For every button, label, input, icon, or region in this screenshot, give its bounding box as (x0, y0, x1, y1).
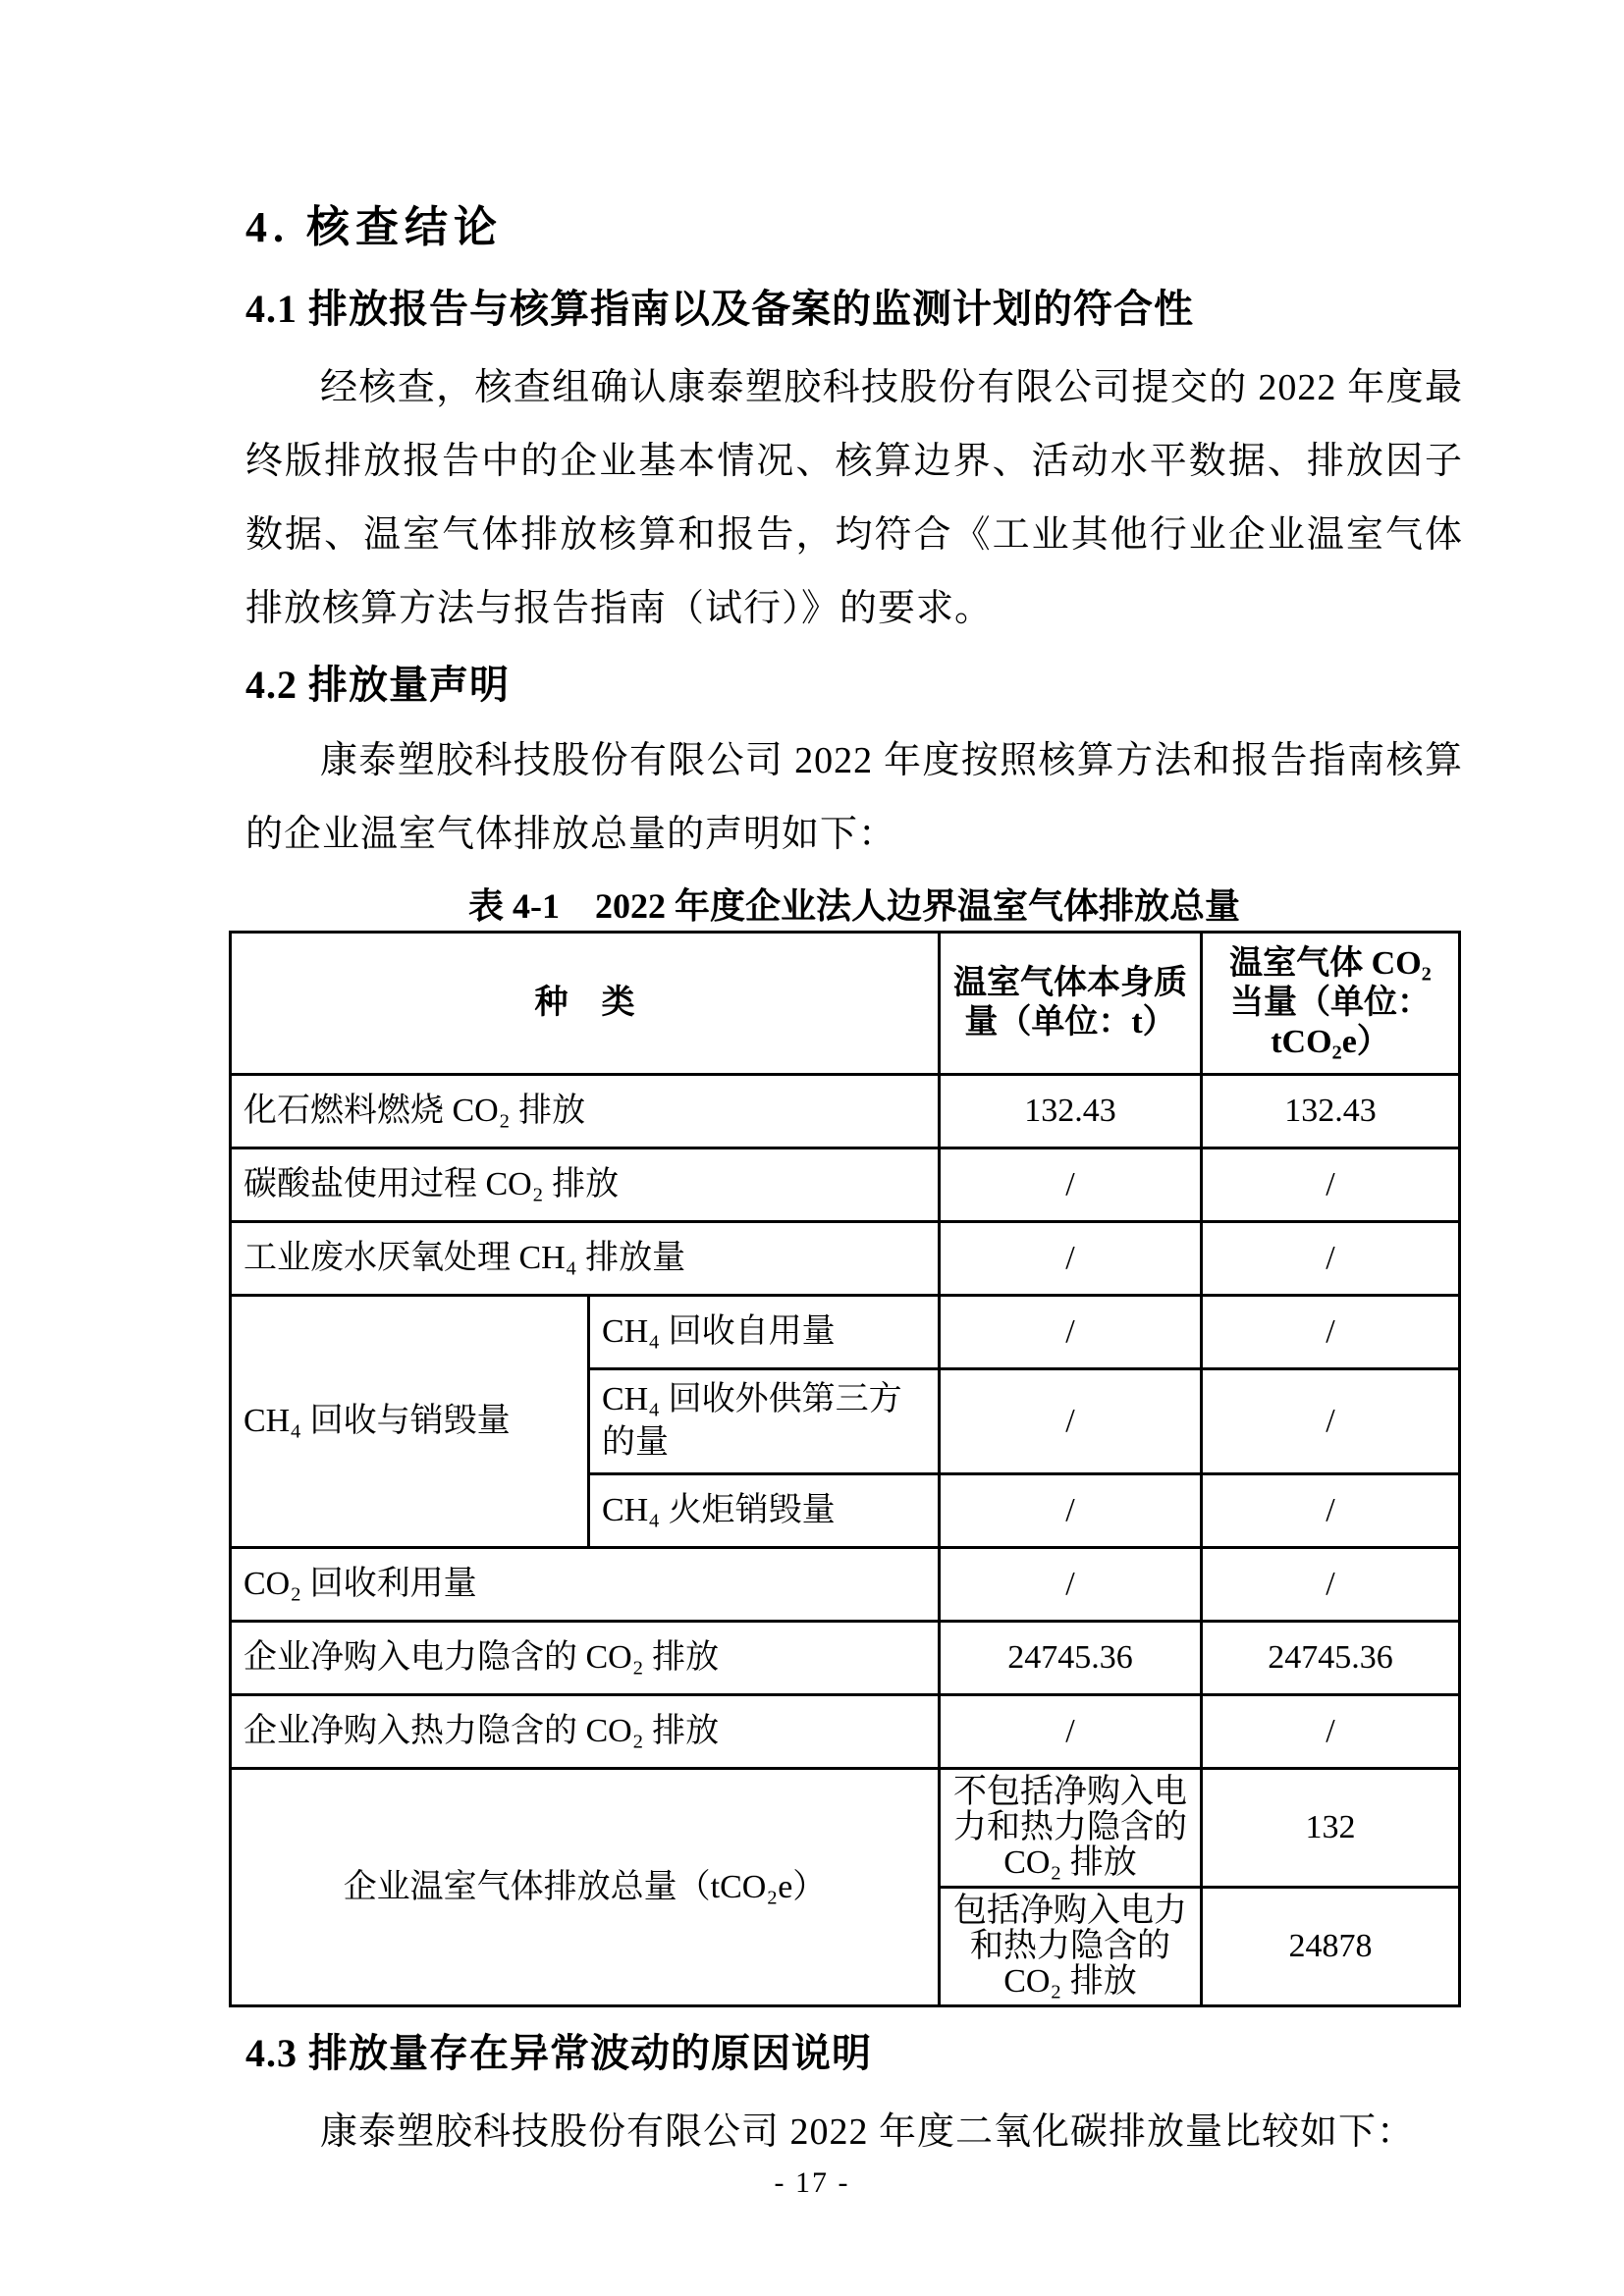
row-label-cell: 企业净购入电力隐含的 CO₂ 排放 (231, 1622, 940, 1695)
row-mass-cell: / (940, 1695, 1202, 1769)
heading-section-4-3: 4.3 排放量存在异常波动的原因说明 (245, 2031, 872, 2075)
row-label-cell: 工业废水厌氧处理 CH₄ 排放量 (231, 1222, 940, 1296)
row-co2e-cell: / (1202, 1548, 1460, 1622)
table-header-row (231, 933, 1460, 1075)
table-caption: 表 4-1 2022 年度企业法人边界温室气体排放总量 (468, 886, 1240, 926)
heading-section-4-2: 4.2 排放量声明 (245, 663, 510, 707)
paragraph-4-2: 康泰塑胶科技股份有限公司 2022 年度按照核算方法和报告指南核算的企业温室气体排放总量的声明如下： (245, 740, 1463, 855)
row-mass-cell: / (940, 1548, 1202, 1622)
row-mass-cell: / (940, 1296, 1202, 1369)
row-label-cell: 碳酸盐使用过程 CO₂ 排放 (231, 1148, 940, 1222)
table-row-carbonate (231, 1148, 1460, 1222)
row-mass-cell: / (940, 1369, 1202, 1474)
header-mass-cell: 温室气体本身质量（单位：t） (940, 933, 1202, 1075)
table-row-wastewater (231, 1222, 1460, 1296)
table-row-electricity (231, 1622, 1460, 1695)
table-row-co2-recycle (231, 1548, 1460, 1622)
page-number: - 17 - (774, 2166, 850, 2199)
row-label-cell: CH₄ 回收自用量 (589, 1296, 940, 1369)
row-label-cell: CH₄ 火炬销毁量 (589, 1474, 940, 1548)
table-row-heat (231, 1695, 1460, 1769)
table-row-total-excl (231, 1769, 1460, 1888)
ch4-group-label-cell: CH₄ 回收与销毁量 (231, 1296, 589, 1548)
row-co2e-cell: / (1202, 1222, 1460, 1296)
heading-main: 4. 核查结论 (245, 203, 503, 251)
table-row-ch4-self (231, 1296, 1460, 1369)
row-co2e-cell: / (1202, 1296, 1460, 1369)
paragraph-4-3: 康泰塑胶科技股份有限公司 2022 年度二氧化碳排放量比较如下： (320, 2111, 1416, 2153)
total-group-label-cell: 企业温室气体排放总量（tCO₂e） (231, 1769, 940, 2006)
row-label-cell: CO₂ 回收利用量 (231, 1548, 940, 1622)
row-co2e-cell: 24745.36 (1202, 1622, 1460, 1695)
row-label-cell: CH₄ 回收外供第三方的量 (589, 1369, 940, 1474)
row-co2e-cell: / (1202, 1369, 1460, 1474)
row-mass-cell: 132.43 (940, 1075, 1202, 1148)
page-content (245, 201, 1463, 2169)
row-co2e-cell: / (1202, 1148, 1460, 1222)
emissions-table (229, 931, 1461, 2007)
total-incl-label-cell: 包括净购入电力和热力隐含的 CO₂ 排放 (940, 1888, 1202, 2006)
header-category-cell: 种 类 (231, 933, 940, 1075)
header-co2e-cell: 温室气体 CO₂ 当量（单位：tCO₂e） (1202, 933, 1460, 1075)
row-mass-cell: / (940, 1222, 1202, 1296)
total-excl-value-cell: 132 (1202, 1769, 1460, 1888)
heading-section-4-1: 4.1 排放报告与核算指南以及备案的监测计划的符合性 (245, 287, 1194, 331)
row-label-cell: 化石燃料燃烧 CO₂ 排放 (231, 1075, 940, 1148)
total-excl-label-cell: 不包括净购入电力和热力隐含的 CO₂ 排放 (940, 1769, 1202, 1888)
row-label-cell: 企业净购入热力隐含的 CO₂ 排放 (231, 1695, 940, 1769)
row-mass-cell: / (940, 1474, 1202, 1548)
row-co2e-cell: / (1202, 1695, 1460, 1769)
total-incl-value-cell: 24878 (1202, 1888, 1460, 2006)
row-co2e-cell: 132.43 (1202, 1075, 1460, 1148)
row-mass-cell: 24745.36 (940, 1622, 1202, 1695)
table-row-fossil (231, 1075, 1460, 1148)
row-mass-cell: / (940, 1148, 1202, 1222)
row-co2e-cell: / (1202, 1474, 1460, 1548)
paragraph-4-1: 经核查，核查组确认康泰塑胶科技股份有限公司提交的 2022 年度最终版排放报告中的企业基本情况、核算边界、活动水平数据、排放因子数据、温室气体排放核算和报告，均符合《工业其他行业企业温室气体排放核算方法与报告指南（试行）》的要求。 (245, 367, 1463, 629)
